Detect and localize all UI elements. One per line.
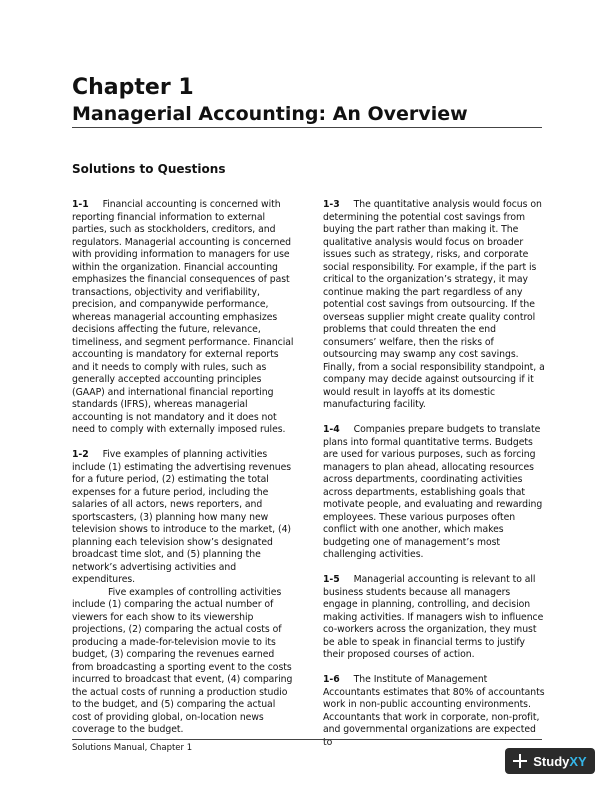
question-1-4 — [323, 424, 545, 562]
left-column — [72, 199, 294, 737]
question-text: The Institute of Management Accountants estimates that 80% of accountants work in non-public accounting environments. Accountants that work in corporate, non-profit, and governmental organizations are expected to — [323, 674, 545, 748]
question-1-3 — [323, 199, 545, 412]
chapter-heading: Chapter 1 — [72, 75, 194, 100]
question-number: 1-5 — [323, 574, 340, 585]
question-1-6 — [323, 674, 545, 749]
section-heading: Solutions to Questions — [72, 162, 226, 176]
question-text: The quantitative analysis would focus on determining the potential cost savings from buying the part rather than making it. The qualitative analysis would focus on broader issues such as strategy, risks, and corporate social responsibility. For example, if the part is critical to the organization’s strategy, it may continue making the part regardless of any potential cost savings from outsourcing. If the overseas supplier might create quality control problems that could threaten the end consumers’ welfare, then the risks of outsourcing may swamp any cost savings. Finally, from a social responsibility standpoint, a company may decide against outsourcing if it would result in layoffs at its domestic manufacturing facility. — [323, 199, 545, 410]
title-divider — [72, 127, 542, 128]
question-number: 1-1 — [72, 199, 89, 210]
question-1-2-continuation — [72, 587, 294, 737]
question-text: Companies prepare budgets to translate plans into formal quantitative terms. Budgets are used for various purposes, such as forcing managers to plan ahead, allocating resources across departments, coordinating activities across departments, establishing goals that motivate people, and evaluating and rewarding employees. These various purposes often conflict with one another, which makes budgeting one of management’s most challenging activities. — [323, 424, 543, 560]
question-1-5 — [323, 574, 545, 662]
question-number: 1-6 — [323, 674, 340, 685]
plus-icon — [513, 754, 527, 768]
question-text: Five examples of controlling activities include (1) comparing the actual number of viewers for each show to its viewership projections, (2) comparing the actual costs of producing a made-for-television movie to its budget, (3) comparing the revenues earned from broadcasting a sporting event to the costs incurred to broadcast that event, (4) comparing the actual costs of running a production studio to the budget, and (5) comparing the actual cost of providing global, on-location news coverage to the budget. — [72, 586, 293, 735]
question-text: Five examples of planning activities include (1) estimating the advertising revenues for a future period, (2) estimating the total expenses for a future period, including the salaries of all actors, news reporters, and sportscasters, (3) planning how many new television shows to introduce to the market, (4) planning each television show’s designated broadcast time slot, and (5) planning the network’s advertising activities and expenditures. — [72, 449, 292, 585]
badge-label: StudyXY — [533, 753, 587, 769]
question-text: Managerial accounting is relevant to all business students because all managers engage in planning, controlling, and decision making activities. If managers wish to influence co-workers across the organization, they must be able to speak in financial terms to justify their proposed courses of action. — [323, 574, 544, 660]
question-number: 1-2 — [72, 449, 89, 460]
right-column — [323, 199, 545, 749]
question-number: 1-4 — [323, 424, 340, 435]
question-1-1 — [72, 199, 294, 437]
footer-divider — [72, 739, 542, 740]
question-text: Financial accounting is concerned with reporting financial information to external parties, such as stockholders, creditors, and regulators. Managerial accounting is concerned with providing information to managers for use within the organization. Financial accounting emphasizes the financial consequences of past transactions, objectivity and verifiability, precision, and companywide performance, whereas managerial accounting emphasizes decisions affecting the future, relevance, timeliness, and segment performance. Financial accounting is mandatory for external reports and it needs to comply with rules, such as generally accepted accounting principles (GAAP) and international financial reporting standards (IFRS), whereas managerial accounting is not mandatory and it does not need to comply with externally imposed rules. — [72, 199, 294, 435]
question-number: 1-3 — [323, 199, 340, 210]
question-1-2 — [72, 449, 294, 587]
chapter-title: Managerial Accounting: An Overview — [72, 103, 468, 125]
footer-text: Solutions Manual, Chapter 1 — [72, 743, 193, 753]
studyxy-badge[interactable] — [505, 748, 595, 774]
